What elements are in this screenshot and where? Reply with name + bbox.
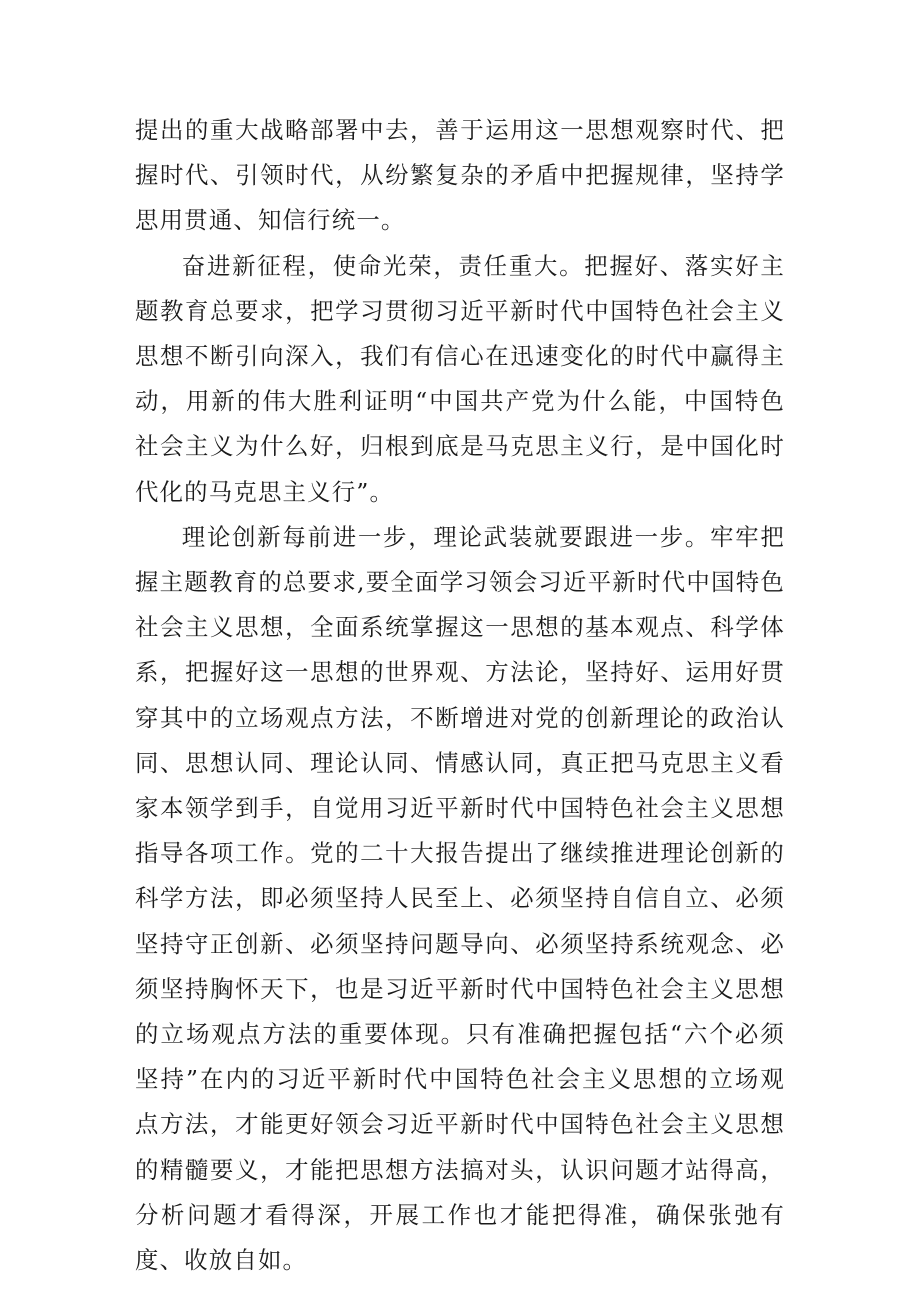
paragraph-theory: 理论创新每前进一步，理论武装就要跟进一步。牢牢把握主题教育的总要求,要全面学习领会习近平新时代中国特色社会主义思想，全面系统掌握这一思想的基本观点、科学体系，把握好这一思想的世界观、方法论，坚持好、运用好贯穿其中的立场观点方法，不断增进对党的创新理论的政治认同、思想认同、理论认同、情感认同，真正把马克思主义看家本领学到手，自觉用习近平新时代中国特色社会主义思想指导各项工作。党的二十大报告提出了继续推进理论创新的科学方法，即必须坚持人民至上、必须坚持自信自立、必须坚持守正创新、必须坚持问题导向、必须坚持系统观念、必须坚持胸怀天下，也是习近平新时代中国特色社会主义思想的立场观点方法的重要体现。只有准确把握包括“六个必须坚持”在内的习近平新时代中国特色社会主义思想的立场观点方法，才能更好领会习近平新时代中国特色社会主义思想的精髓要义，才能把思想方法搞对头，认识问题才站得高，分析问题才看得深，开展工作也才能把得准，确保张弛有度、收放自如。 bbox=[135, 522, 785, 1275]
paragraph-mission: 奋进新征程，使命光荣，责任重大。把握好、落实好主题教育总要求，把学习贯彻习近平新时代中国特色社会主义思想不断引向深入，我们有信心在迅速变化的时代中赢得主动，用新的伟大胜利证明“中国共产党为什么能，中国特色社会主义为什么好，归根到底是马克思主义行，是中国化时代化的马克思主义行”。 bbox=[135, 251, 785, 506]
body-text bbox=[135, 108, 785, 1283]
paragraph-continued: 提出的重大战略部署中去，善于运用这一思想观察时代、把握时代、引领时代，从纷繁复杂的矛盾中把握规律，坚持学思用贯通、知信行统一。 bbox=[135, 116, 785, 235]
